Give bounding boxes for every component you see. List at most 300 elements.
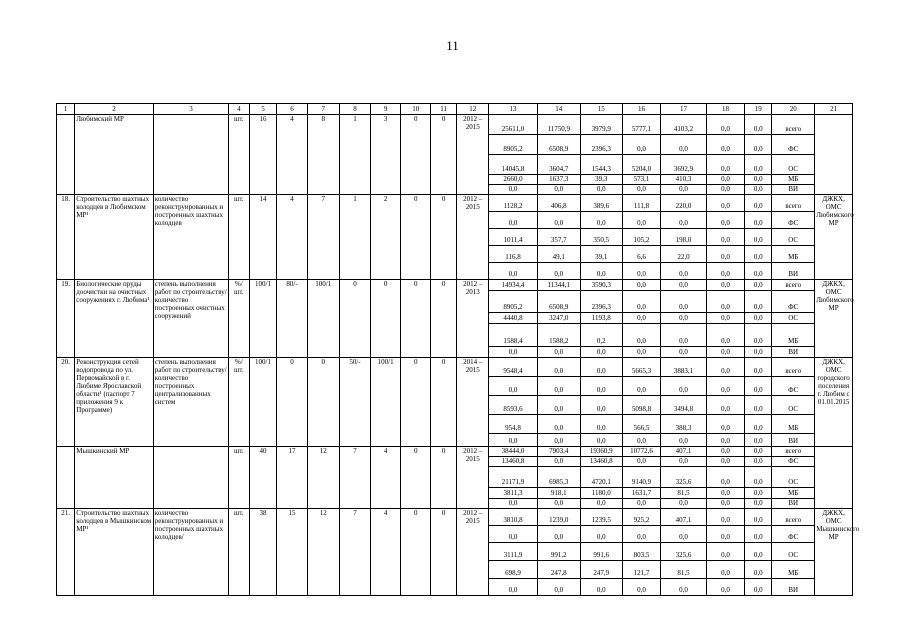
measure-name: Мышкинский МР bbox=[75, 447, 154, 509]
finance-value: 105,2 bbox=[622, 229, 661, 246]
table-row bbox=[57, 447, 853, 457]
period: 2012 – 2015 bbox=[457, 115, 489, 195]
funding-source: МБ bbox=[772, 175, 815, 185]
funding-source: ОС bbox=[772, 543, 815, 561]
finance-value: 0,0 bbox=[745, 175, 772, 185]
value-col-5: 40 bbox=[249, 447, 277, 509]
finance-value: 0,0 bbox=[622, 324, 661, 347]
finance-value: 0,0 bbox=[706, 526, 745, 543]
funding-source: ФС bbox=[772, 457, 815, 467]
finance-value: 1544,3 bbox=[580, 155, 622, 175]
finance-value: 1631,7 bbox=[622, 488, 661, 499]
value-col-9: 4 bbox=[371, 509, 401, 596]
finance-value: 0,0 bbox=[745, 347, 772, 358]
funding-source: МБ bbox=[772, 415, 815, 434]
finance-value: 0,0 bbox=[580, 358, 622, 377]
value-col-10: 0 bbox=[401, 447, 431, 509]
finance-value: 0,0 bbox=[745, 195, 772, 212]
row-number: 18. bbox=[57, 195, 75, 280]
finance-value: 0,0 bbox=[706, 447, 745, 457]
finance-value: 0,0 bbox=[745, 526, 772, 543]
finance-value: 0,0 bbox=[580, 579, 622, 596]
finance-value: 0,0 bbox=[622, 263, 661, 280]
finance-value: 11750,9 bbox=[537, 115, 580, 135]
finance-value: 0,0 bbox=[745, 561, 772, 579]
finance-value: 0,0 bbox=[537, 457, 580, 467]
finance-value: 0,0 bbox=[661, 347, 706, 358]
finance-value: 1128,2 bbox=[489, 195, 537, 212]
value-col-11: 0 bbox=[431, 195, 457, 280]
column-header: 15 bbox=[580, 104, 622, 115]
finance-value: 0,0 bbox=[622, 377, 661, 396]
finance-value: 4103,2 bbox=[661, 115, 706, 135]
finance-value: 0,0 bbox=[745, 499, 772, 509]
finance-value: 81,5 bbox=[661, 561, 706, 579]
funding-source: ФС bbox=[772, 526, 815, 543]
funding-source: ВИ bbox=[772, 185, 815, 195]
finance-value: 0,0 bbox=[622, 457, 661, 467]
finance-value: 11344,1 bbox=[537, 280, 580, 291]
column-header: 5 bbox=[249, 104, 277, 115]
finance-value: 918,1 bbox=[537, 488, 580, 499]
finance-value: 19360,9 bbox=[580, 447, 622, 457]
finance-value: 0,0 bbox=[537, 358, 580, 377]
finance-value: 0,0 bbox=[706, 396, 745, 415]
finance-value: 389,6 bbox=[580, 195, 622, 212]
finance-value: 198,0 bbox=[661, 229, 706, 246]
finance-value: 0,0 bbox=[706, 415, 745, 434]
funding-source: ОС bbox=[772, 467, 815, 488]
row-number bbox=[57, 115, 75, 195]
indicator-name bbox=[153, 447, 228, 509]
value-col-9: 0 bbox=[371, 280, 401, 358]
finance-value: 0,0 bbox=[706, 488, 745, 499]
finance-value: 0,0 bbox=[745, 263, 772, 280]
finance-value: 0,0 bbox=[537, 185, 580, 195]
finance-value: 1193,8 bbox=[580, 313, 622, 324]
finance-value: 925,2 bbox=[622, 509, 661, 526]
finance-value: 0,0 bbox=[706, 561, 745, 579]
measure-name: Биологические пруды доочистки на очистных сооружениях г. Любима¹ bbox=[75, 280, 154, 358]
finance-value: 0,0 bbox=[580, 377, 622, 396]
finance-value: 39,3 bbox=[580, 175, 622, 185]
finance-value: 0,0 bbox=[745, 313, 772, 324]
finance-value: 2660,0 bbox=[489, 175, 537, 185]
finance-value: 0,0 bbox=[580, 396, 622, 415]
finance-value: 8905,2 bbox=[489, 135, 537, 155]
finance-value: 0,0 bbox=[661, 457, 706, 467]
finance-value: 0,0 bbox=[580, 415, 622, 434]
finance-value: 357,7 bbox=[537, 229, 580, 246]
finance-value: 10772,6 bbox=[622, 447, 661, 457]
funding-source: ФС bbox=[772, 212, 815, 229]
finance-value: 0,0 bbox=[745, 229, 772, 246]
column-header: 9 bbox=[371, 104, 401, 115]
finance-value: 0,0 bbox=[745, 246, 772, 263]
finance-value: 1637,3 bbox=[537, 175, 580, 185]
finance-value: 2396,3 bbox=[580, 135, 622, 155]
funding-source: ВИ bbox=[772, 579, 815, 596]
value-col-7: 7 bbox=[307, 195, 339, 280]
value-col-8: 50/- bbox=[339, 358, 370, 447]
finance-value: 0,0 bbox=[706, 135, 745, 155]
finance-value: 0,0 bbox=[745, 115, 772, 135]
finance-value: 0,0 bbox=[537, 212, 580, 229]
finance-value: 0,0 bbox=[489, 263, 537, 280]
finance-value: 0,0 bbox=[745, 155, 772, 175]
column-header: 18 bbox=[706, 104, 745, 115]
column-header: 17 bbox=[661, 104, 706, 115]
funding-source: ОС bbox=[772, 313, 815, 324]
finance-value: 0,0 bbox=[537, 396, 580, 415]
finance-value: 22,0 bbox=[661, 246, 706, 263]
finance-value: 0,0 bbox=[745, 509, 772, 526]
table-row bbox=[57, 115, 853, 135]
finance-value: 4720,1 bbox=[580, 467, 622, 488]
executor: ДЖКХ, ОМС Любимского МР bbox=[815, 280, 853, 358]
finance-value: 6508,9 bbox=[537, 135, 580, 155]
funding-source: МБ bbox=[772, 324, 815, 347]
table-row bbox=[57, 358, 853, 377]
finance-value: 3811,3 bbox=[489, 488, 537, 499]
value-col-10: 0 bbox=[401, 195, 431, 280]
finance-value: 325,6 bbox=[661, 467, 706, 488]
row-number: 20. bbox=[57, 358, 75, 447]
finance-value: 5204,0 bbox=[622, 155, 661, 175]
column-header: 12 bbox=[457, 104, 489, 115]
finance-value: 3494,8 bbox=[661, 396, 706, 415]
finance-value: 14045,8 bbox=[489, 155, 537, 175]
finance-value: 0,0 bbox=[537, 415, 580, 434]
finance-value: 121,7 bbox=[622, 561, 661, 579]
finance-value: 0,0 bbox=[661, 499, 706, 509]
funding-source: МБ bbox=[772, 246, 815, 263]
finance-value: 0,0 bbox=[489, 377, 537, 396]
finance-value: 1239,5 bbox=[580, 509, 622, 526]
value-col-10: 0 bbox=[401, 280, 431, 358]
finance-value: 0,0 bbox=[706, 175, 745, 185]
finance-value: 0,0 bbox=[537, 347, 580, 358]
value-col-10: 0 bbox=[401, 509, 431, 596]
finance-value: 5777,1 bbox=[622, 115, 661, 135]
finance-value: 5665,3 bbox=[622, 358, 661, 377]
finance-value: 0,0 bbox=[745, 358, 772, 377]
row-number: 19. bbox=[57, 280, 75, 358]
finance-value: 49,1 bbox=[537, 246, 580, 263]
funding-source: всего bbox=[772, 509, 815, 526]
finance-value: 4440,8 bbox=[489, 313, 537, 324]
finance-value: 81,5 bbox=[661, 488, 706, 499]
value-col-8: 1 bbox=[339, 115, 370, 195]
value-col-8: 7 bbox=[339, 447, 370, 509]
column-header: 4 bbox=[229, 104, 249, 115]
finance-value: 111,8 bbox=[622, 195, 661, 212]
finance-value: 0,0 bbox=[622, 135, 661, 155]
executor bbox=[815, 447, 853, 509]
finance-value: 0,0 bbox=[706, 115, 745, 135]
finance-value: 0,0 bbox=[489, 579, 537, 596]
finance-value: 566,5 bbox=[622, 415, 661, 434]
finance-value: 0,0 bbox=[622, 280, 661, 291]
finance-value: 6985,3 bbox=[537, 467, 580, 488]
finance-value: 0,0 bbox=[661, 135, 706, 155]
funding-source: всего bbox=[772, 115, 815, 135]
value-col-6: 4 bbox=[277, 195, 307, 280]
finance-value: 0,0 bbox=[706, 358, 745, 377]
value-col-9: 4 bbox=[371, 447, 401, 509]
finance-value: 0,0 bbox=[622, 499, 661, 509]
measure-name: Строительство шахтных колодцев в Мышкинском МР¹ bbox=[75, 509, 154, 596]
finance-value: 247,8 bbox=[537, 561, 580, 579]
finance-value: 0,0 bbox=[622, 212, 661, 229]
value-col-6: 15 bbox=[277, 509, 307, 596]
header-row bbox=[57, 104, 853, 115]
value-col-6: 17 bbox=[277, 447, 307, 509]
finance-value: 0,0 bbox=[622, 291, 661, 313]
finance-value: 3692,9 bbox=[661, 155, 706, 175]
column-header: 19 bbox=[745, 104, 772, 115]
finance-value: 6508,9 bbox=[537, 291, 580, 313]
value-col-11: 0 bbox=[431, 358, 457, 447]
finance-value: 0,0 bbox=[661, 263, 706, 280]
finance-value: 5098,8 bbox=[622, 396, 661, 415]
finance-value: 0,0 bbox=[661, 324, 706, 347]
funding-source: ФС bbox=[772, 291, 815, 313]
finance-value: 0,0 bbox=[706, 377, 745, 396]
finance-value: 8905,2 bbox=[489, 291, 537, 313]
finance-value: 0,2 bbox=[580, 324, 622, 347]
table-row bbox=[57, 195, 853, 212]
finance-value: 325,6 bbox=[661, 543, 706, 561]
finance-value: 0,0 bbox=[745, 291, 772, 313]
unit: шт. bbox=[229, 447, 249, 509]
finance-value: 13460,8 bbox=[489, 457, 537, 467]
finance-value: 3111,9 bbox=[489, 543, 537, 561]
finance-value: 698,9 bbox=[489, 561, 537, 579]
finance-value: 0,0 bbox=[706, 185, 745, 195]
period: 2012 – 2013 bbox=[457, 280, 489, 358]
finance-value: 0,0 bbox=[706, 543, 745, 561]
funding-source: всего bbox=[772, 358, 815, 377]
value-col-6: 0 bbox=[277, 358, 307, 447]
finance-value: 0,0 bbox=[580, 434, 622, 447]
column-header: 21 bbox=[815, 104, 853, 115]
finance-value: 220,0 bbox=[661, 195, 706, 212]
funding-source: ВИ bbox=[772, 434, 815, 447]
finance-value: 0,0 bbox=[489, 347, 537, 358]
finance-value: 116,8 bbox=[489, 246, 537, 263]
finance-value: 0,0 bbox=[745, 488, 772, 499]
value-col-8: 7 bbox=[339, 509, 370, 596]
finance-value: 0,0 bbox=[706, 324, 745, 347]
finance-value: 0,0 bbox=[622, 434, 661, 447]
finance-value: 0,0 bbox=[706, 212, 745, 229]
column-header: 11 bbox=[431, 104, 457, 115]
finance-value: 1588,2 bbox=[537, 324, 580, 347]
value-col-10: 0 bbox=[401, 358, 431, 447]
finance-value: 0,0 bbox=[537, 377, 580, 396]
finance-value: 0,0 bbox=[745, 135, 772, 155]
table-body bbox=[57, 104, 860, 596]
value-col-11: 0 bbox=[431, 280, 457, 358]
finance-value: 8593,6 bbox=[489, 396, 537, 415]
funding-source: всего bbox=[772, 447, 815, 457]
indicator-name: степень выполнения работ по строительству/ количество построенных централизованных систем bbox=[153, 358, 228, 447]
finance-value: 0,0 bbox=[745, 415, 772, 434]
finance-value: 410,3 bbox=[661, 175, 706, 185]
finance-value: 0,0 bbox=[537, 263, 580, 280]
funding-source: ОС bbox=[772, 396, 815, 415]
finance-value: 0,0 bbox=[706, 499, 745, 509]
finance-value: 0,0 bbox=[706, 246, 745, 263]
finance-value: 0,0 bbox=[661, 526, 706, 543]
finance-value: 0,0 bbox=[580, 263, 622, 280]
column-header: 7 bbox=[307, 104, 339, 115]
finance-value: 407,1 bbox=[661, 509, 706, 526]
finance-value: 0,0 bbox=[489, 434, 537, 447]
finance-value: 0,0 bbox=[537, 526, 580, 543]
finance-value: 0,0 bbox=[661, 377, 706, 396]
funding-source: ВИ bbox=[772, 347, 815, 358]
finance-value: 0,0 bbox=[489, 212, 537, 229]
finance-value: 991,2 bbox=[537, 543, 580, 561]
finance-value: 0,0 bbox=[580, 499, 622, 509]
finance-value: 3590,3 bbox=[580, 280, 622, 291]
value-col-5: 100/1 bbox=[249, 280, 277, 358]
finance-value: 0,0 bbox=[537, 579, 580, 596]
funding-source: ВИ bbox=[772, 263, 815, 280]
period: 2012 – 2015 bbox=[457, 195, 489, 280]
finance-value: 0,0 bbox=[745, 324, 772, 347]
finance-value: 0,0 bbox=[661, 313, 706, 324]
finance-value: 0,0 bbox=[745, 467, 772, 488]
program-table bbox=[56, 103, 860, 596]
table-row bbox=[57, 509, 853, 526]
unit: %/ шт. bbox=[229, 280, 249, 358]
column-header: 3 bbox=[153, 104, 228, 115]
finance-value: 406,8 bbox=[537, 195, 580, 212]
finance-value: 0,0 bbox=[706, 195, 745, 212]
finance-value: 2396,3 bbox=[580, 291, 622, 313]
value-col-6: 80/- bbox=[277, 280, 307, 358]
finance-value: 803,5 bbox=[622, 543, 661, 561]
finance-value: 0,0 bbox=[489, 526, 537, 543]
funding-source: ОС bbox=[772, 155, 815, 175]
finance-value: 0,0 bbox=[489, 499, 537, 509]
finance-value: 0,0 bbox=[661, 579, 706, 596]
column-header: 20 bbox=[772, 104, 815, 115]
finance-value: 0,0 bbox=[706, 457, 745, 467]
finance-value: 388,3 bbox=[661, 415, 706, 434]
finance-value: 3979,9 bbox=[580, 115, 622, 135]
value-col-5: 14 bbox=[249, 195, 277, 280]
finance-value: 0,0 bbox=[580, 212, 622, 229]
finance-value: 954,8 bbox=[489, 415, 537, 434]
finance-value: 0,0 bbox=[661, 185, 706, 195]
finance-value: 21171,9 bbox=[489, 467, 537, 488]
indicator-name: количество реконструированных и построенных шахтных колодцев bbox=[153, 195, 228, 280]
finance-value: 0,0 bbox=[706, 347, 745, 358]
column-header: 13 bbox=[489, 104, 537, 115]
value-col-11: 0 bbox=[431, 115, 457, 195]
finance-value: 0,0 bbox=[537, 434, 580, 447]
finance-value: 14934,4 bbox=[489, 280, 537, 291]
value-col-5: 38 bbox=[249, 509, 277, 596]
funding-source: всего bbox=[772, 280, 815, 291]
finance-value: 0,0 bbox=[489, 185, 537, 195]
finance-value: 247,9 bbox=[580, 561, 622, 579]
finance-value: 0,0 bbox=[745, 579, 772, 596]
unit: шт. bbox=[229, 115, 249, 195]
value-col-9: 3 bbox=[371, 115, 401, 195]
period: 2014 – 2015 bbox=[457, 358, 489, 447]
finance-value: 0,0 bbox=[580, 526, 622, 543]
unit: шт. bbox=[229, 509, 249, 596]
finance-value: 0,0 bbox=[580, 185, 622, 195]
row-number: 21. bbox=[57, 509, 75, 596]
finance-value: 0,0 bbox=[706, 509, 745, 526]
indicator-name: количество реконструированных и построенных шахтных колодцев/ bbox=[153, 509, 228, 596]
funding-source: ВИ bbox=[772, 499, 815, 509]
finance-value: 0,0 bbox=[537, 499, 580, 509]
finance-value: 0,0 bbox=[745, 543, 772, 561]
value-col-9: 100/1 bbox=[371, 358, 401, 447]
finance-value: 0,0 bbox=[706, 229, 745, 246]
finance-value: 3604,7 bbox=[537, 155, 580, 175]
funding-source: ФС bbox=[772, 135, 815, 155]
value-col-9: 2 bbox=[371, 195, 401, 280]
funding-source: всего bbox=[772, 195, 815, 212]
finance-value: 0,0 bbox=[745, 457, 772, 467]
finance-value: 573,1 bbox=[622, 175, 661, 185]
finance-value: 0,0 bbox=[745, 377, 772, 396]
finance-value: 0,0 bbox=[745, 185, 772, 195]
finance-value: 0,0 bbox=[622, 185, 661, 195]
column-header: 10 bbox=[401, 104, 431, 115]
indicator-name bbox=[153, 115, 228, 195]
value-col-8: 1 bbox=[339, 195, 370, 280]
finance-value: 0,0 bbox=[706, 467, 745, 488]
value-col-7: 0 bbox=[307, 358, 339, 447]
finance-value: 991,6 bbox=[580, 543, 622, 561]
unit: %/ шт. bbox=[229, 358, 249, 447]
value-col-10: 0 bbox=[401, 115, 431, 195]
measure-name: Реконструкция сетей водопровода по ул. Первомайской в г. Любиме Ярославской области¹ (паспорт 7 приложения 9 к Программе) bbox=[75, 358, 154, 447]
column-header: 2 bbox=[75, 104, 154, 115]
column-header: 14 bbox=[537, 104, 580, 115]
finance-value: 1239,0 bbox=[537, 509, 580, 526]
measure-name: Любимский МР bbox=[75, 115, 154, 195]
unit: шт. bbox=[229, 195, 249, 280]
finance-value: 0,0 bbox=[706, 434, 745, 447]
finance-value: 0,0 bbox=[661, 212, 706, 229]
finance-value: 0,0 bbox=[622, 579, 661, 596]
finance-value: 1180,0 bbox=[580, 488, 622, 499]
value-col-5: 16 bbox=[249, 115, 277, 195]
value-col-6: 4 bbox=[277, 115, 307, 195]
funding-source: МБ bbox=[772, 488, 815, 499]
finance-value: 0,0 bbox=[622, 313, 661, 324]
funding-source: ОС bbox=[772, 229, 815, 246]
column-header: 8 bbox=[339, 104, 370, 115]
page-number: 11 bbox=[446, 38, 459, 53]
finance-value: 0,0 bbox=[745, 447, 772, 457]
finance-value: 7903,4 bbox=[537, 447, 580, 457]
finance-value: 407,1 bbox=[661, 447, 706, 457]
finance-value: 0,0 bbox=[661, 434, 706, 447]
value-col-7: 100/1 bbox=[307, 280, 339, 358]
value-col-11: 0 bbox=[431, 447, 457, 509]
